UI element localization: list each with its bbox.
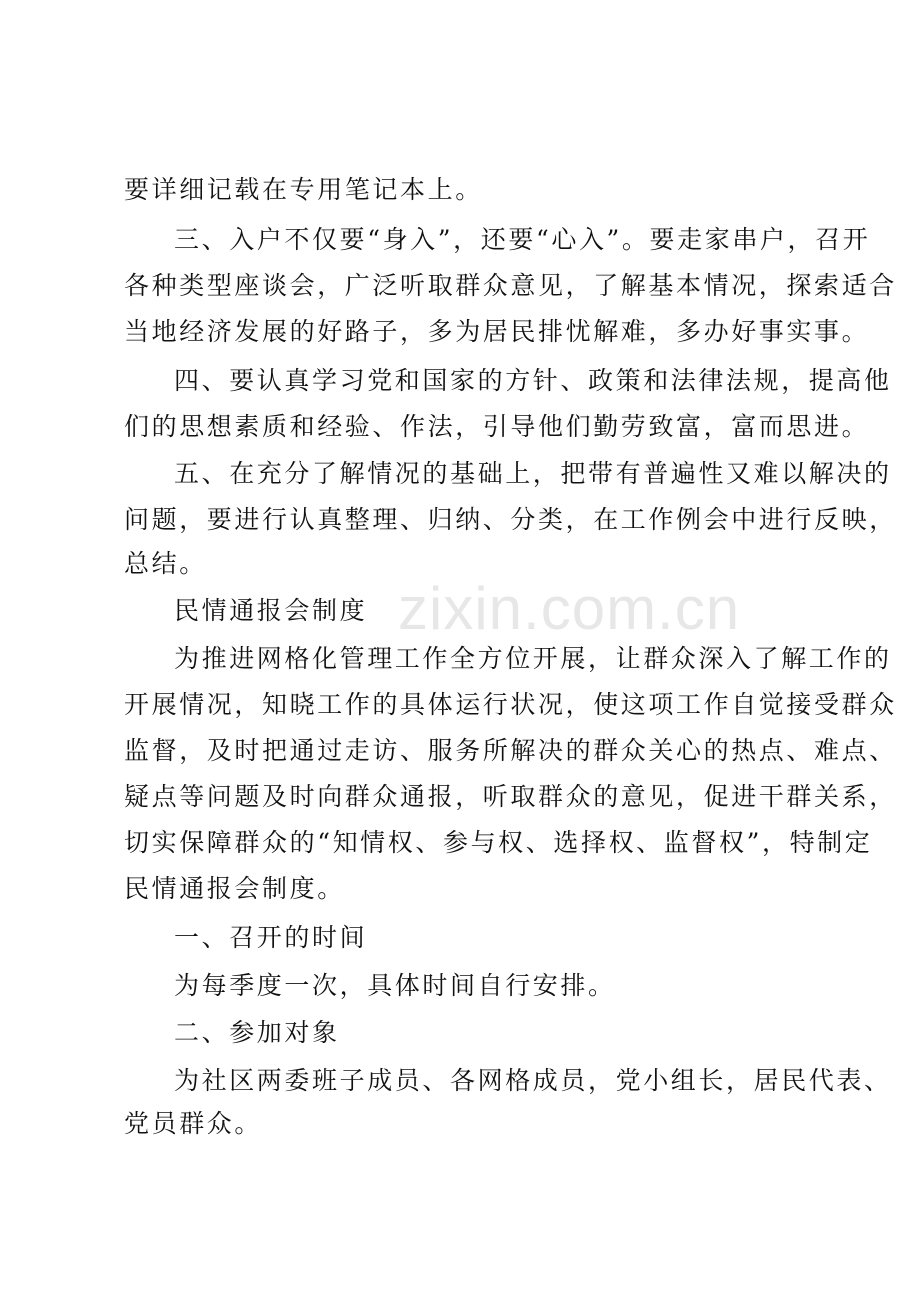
paragraph-4-line-2: 们的思想素质和经验、作法，引导他们勤劳致富，富而思进。	[124, 412, 870, 441]
text-line: 要详细记载在专用笔记本上。	[124, 175, 483, 204]
section-title: 民情通报会制度	[174, 596, 368, 625]
watermark: zixin.com.cn	[398, 575, 741, 642]
intro-line-2: 开展情况，知晓工作的具体运行状况，使这项工作自觉接受群众	[124, 690, 897, 719]
intro-line-5: 切实保障群众的“知情权、参与权、选择权、监督权”，特制定	[124, 828, 873, 857]
paragraph-5-line-2: 问题，要进行认真整理、归纳、分类，在工作例会中进行反映，	[124, 505, 897, 534]
paragraph-4-line-1: 四、要认真学习党和国家的方针、政策和法律法规，提高他	[174, 366, 892, 395]
intro-line-1: 为推进网格化管理工作全方位开展，让群众深入了解工作的	[174, 644, 892, 673]
item-2-text-line-1: 为社区两委班子成员、各网格成员，党小组长，居民代表、	[174, 1066, 892, 1095]
paragraph-3-line-1: 三、入户不仅要“身入”，还要“心入”。要走家串户，召开	[174, 225, 871, 254]
paragraph-3-line-3: 当地经济发展的好路子，多为居民排忧解难，多办好事实事。	[124, 317, 870, 346]
paragraph-5-line-3: 总结。	[124, 549, 207, 578]
item-2-text-line-2: 党员群众。	[124, 1109, 263, 1138]
intro-line-6: 民情通报会制度。	[124, 874, 345, 903]
item-1-text: 为每季度一次，具体时间自行安排。	[174, 971, 616, 1000]
item-2-heading: 二、参加对象	[174, 1018, 340, 1047]
item-1-heading: 一、召开的时间	[174, 923, 368, 952]
intro-line-4: 疑点等问题及时向群众通报，听取群众的意见，促进干群关系，	[124, 782, 897, 811]
intro-line-3: 监督，及时把通过走访、服务所解决的群众关心的热点、难点、	[124, 736, 897, 765]
paragraph-5-line-1: 五、在充分了解情况的基础上，把带有普遍性又难以解决的	[174, 459, 892, 488]
paragraph-3-line-2: 各种类型座谈会，广泛听取群众意见，了解基本情况，探索适合	[124, 271, 897, 300]
